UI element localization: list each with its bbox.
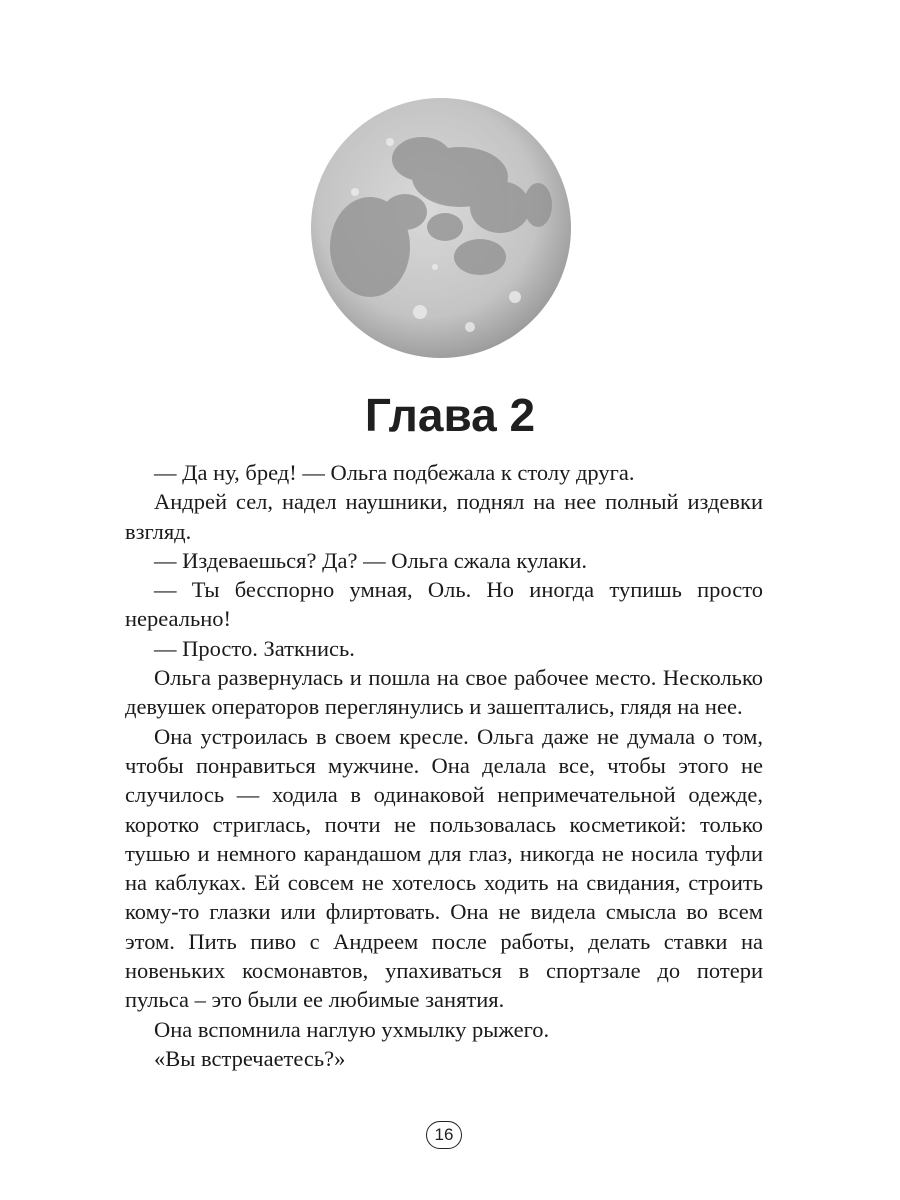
paragraph: «Вы встречаетесь?» (154, 1045, 346, 1071)
paragraph: Ольга развернулась и пошла на свое рабочее место. Несколько девушек операторов переглянулись и зашептались, глядя на нее. (125, 665, 763, 720)
paragraph: — Просто. Заткнись. (154, 635, 355, 661)
paragraph: — Да ну, бред! — Ольга подбежала к столу друга. (154, 460, 635, 485)
page-number: 16 (426, 1121, 462, 1149)
paragraph: Она устроилась в своем кресле. Ольга даже не думала о том, чтобы понравиться мужчине. Она делала все, чтобы этого не случилось — ходила в одинаковой непримечательной одежде, коротко стриглась, почти не пользовалась косметикой: только тушью и немного карандашом для глаз, никогда не носила туфли на каблуках. Ей совсем не хотелось ходить на свидания, строить кому-то глазки или флиртовать. Она не видела смысла во всем этом. Пить пиво с Андреем после работы, делать ставки на новеньких космонавтов, упахиваться в спортзале до потери пульса – это были ее любимые занятия. (125, 723, 763, 1013)
paragraph: — Издеваешься? Да? — Ольга сжала кулаки. (154, 547, 588, 573)
paragraph: Она вспомнила наглую ухмылку рыжего. (154, 1016, 550, 1042)
body-text (125, 458, 763, 1073)
full-moon-icon (310, 97, 572, 359)
chapter-title: Глава 2 (364, 389, 536, 441)
full-moon-illustration (310, 97, 572, 359)
paragraph: — Ты бесспорно умная, Оль. Но иногда тупишь просто нереально! (125, 577, 763, 632)
paragraph: Андрей сел, надел наушники, поднял на нее полный издевки взгляд. (125, 489, 763, 544)
